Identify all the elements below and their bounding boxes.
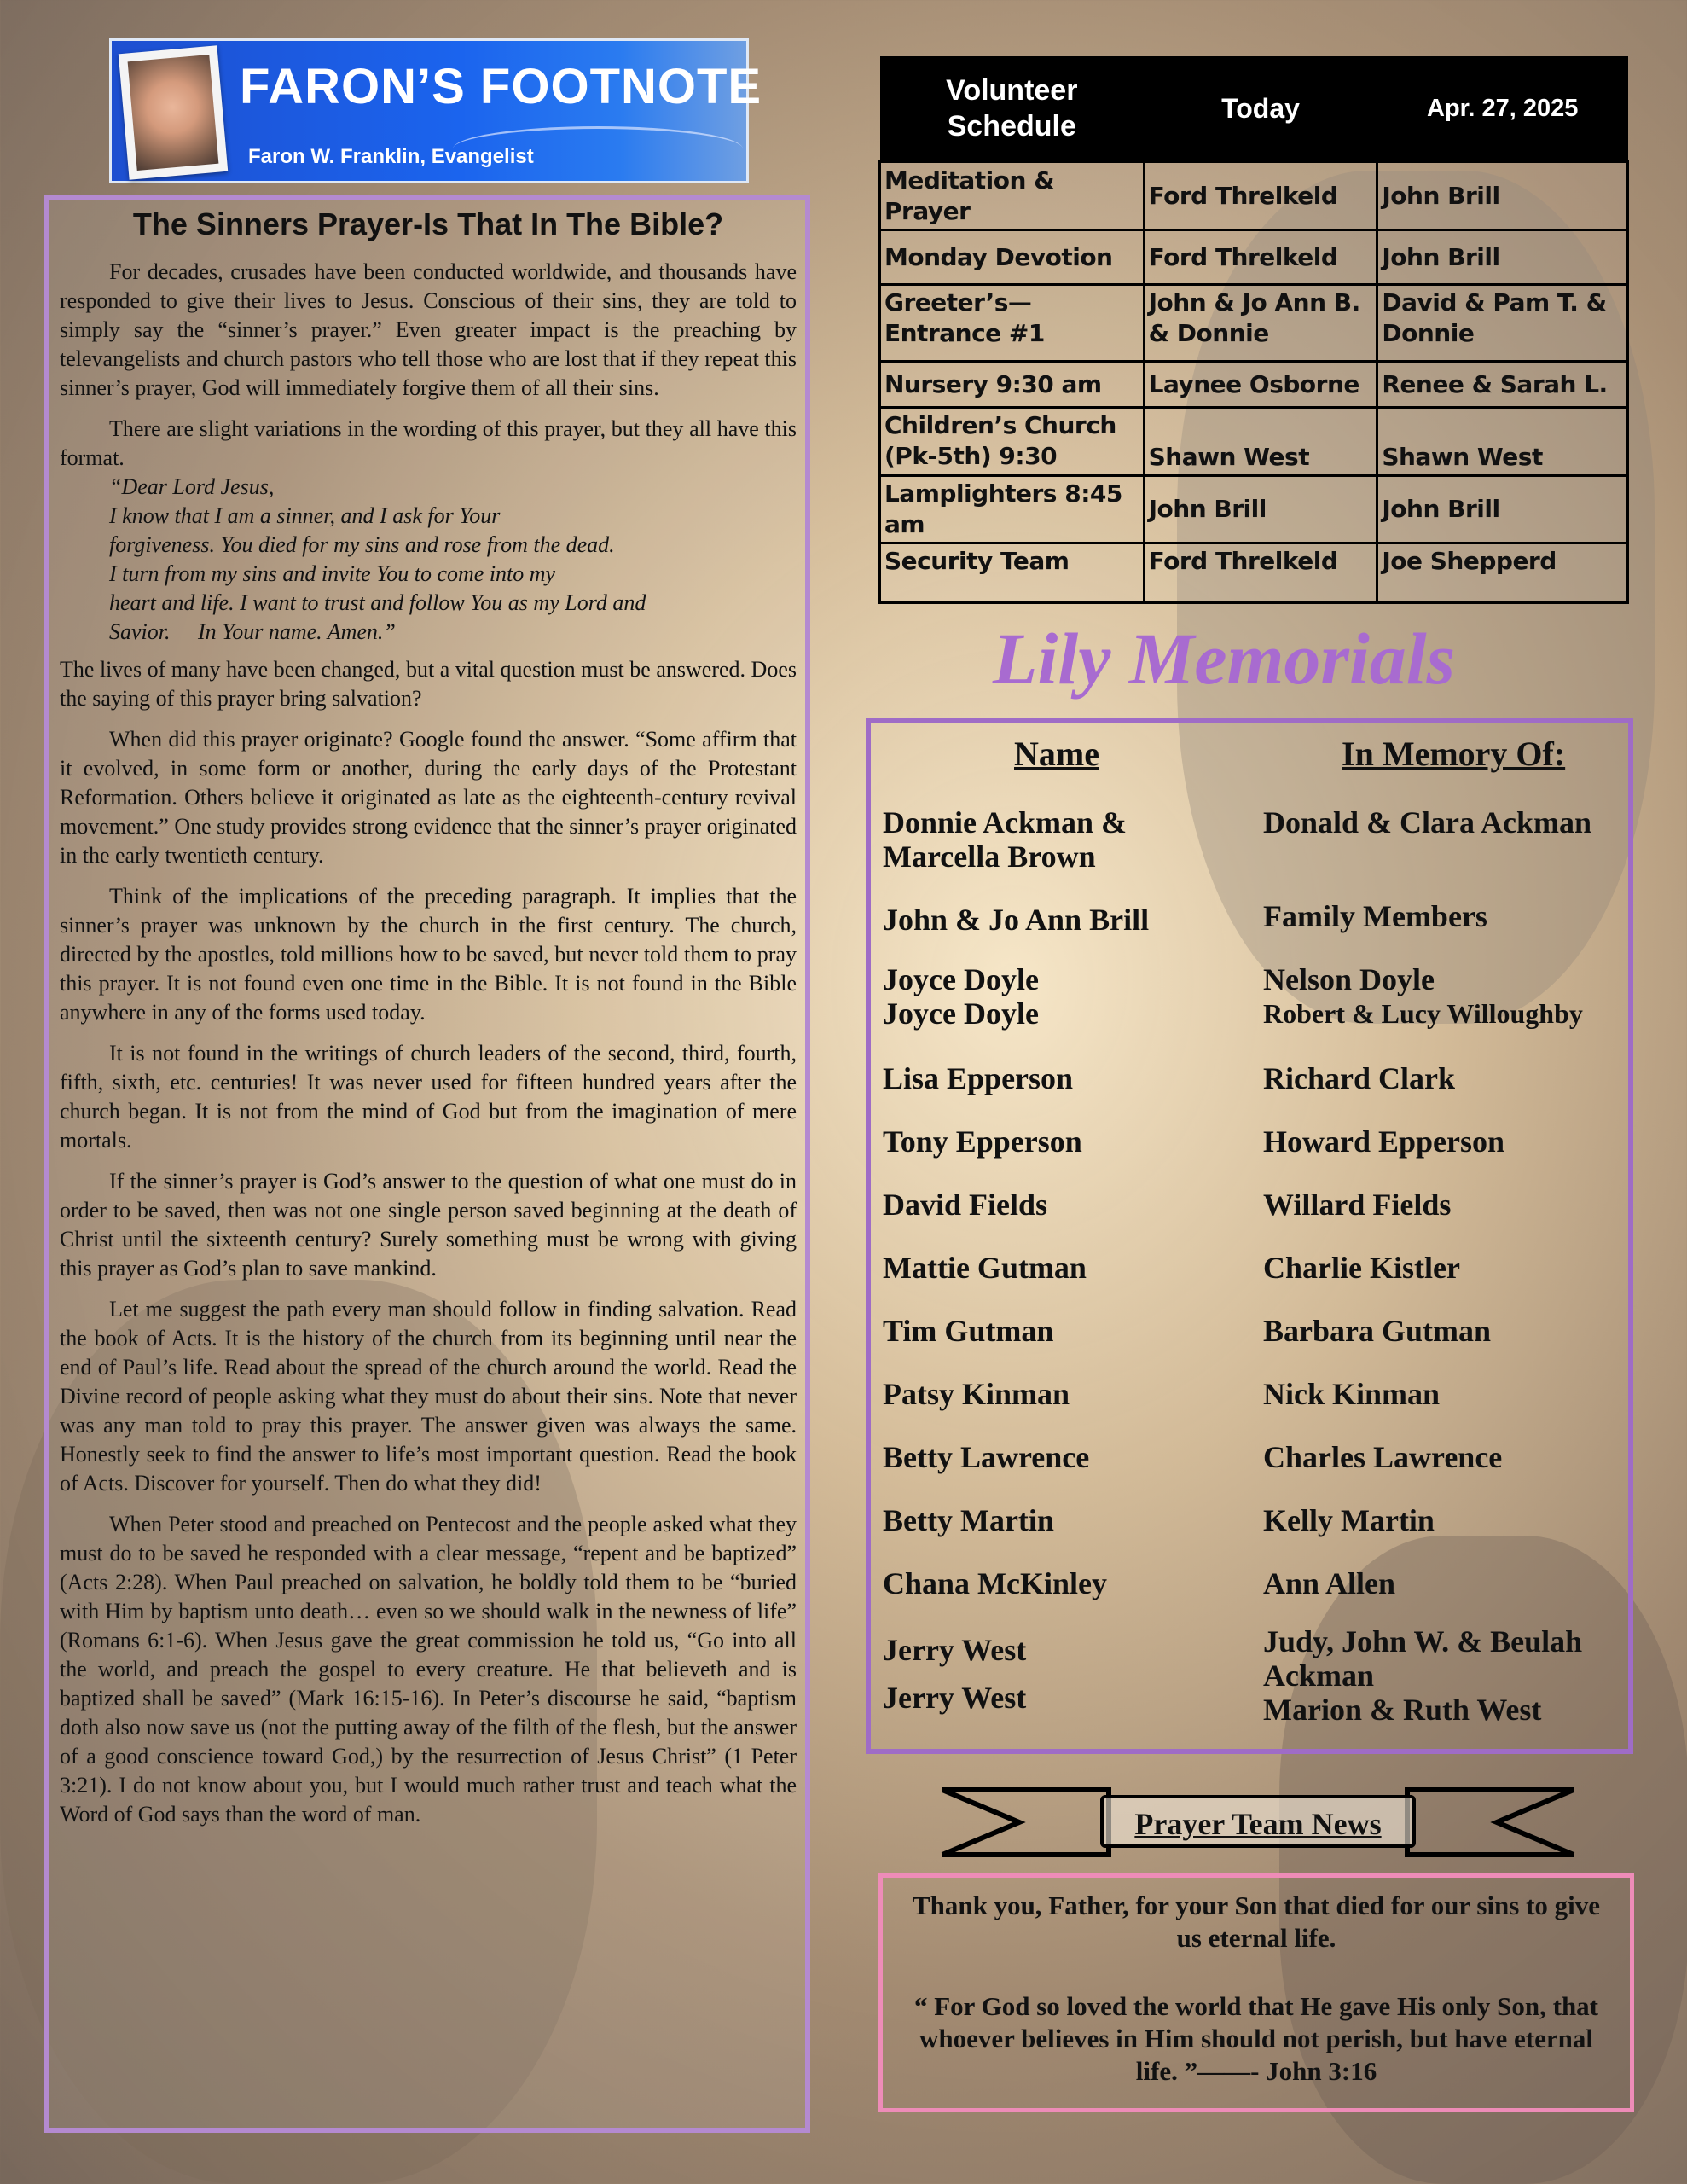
article-paragraph: Think of the implications of the preceding paragraph. It implies that the sinner’s prayer was unknown by the church in the first century. The church, directed by the apostles, told millions how to be saved, but never told them to pray this prayer. It is not found even one time in the Bible. It is not found in the Bible anywhere in any of the forms used today.	[60, 884, 797, 1025]
memorial-name-line: Joyce Doyle	[883, 996, 1039, 1031]
memorial-name: John & Jo Ann Brill	[883, 903, 1150, 937]
schedule-role: Security Team	[880, 543, 1145, 603]
schedule-today: Shawn West	[1144, 408, 1377, 476]
article-paragraph: Let me suggest the path every man should follow in finding salvation. Read the book of Acts. It is the history of the church from its beginning until near the end of Paul’s life. Read about the spread of the church around the world. Read the Divine record of people asking what they must do about their sins. Note that never was any man told to pray this prayer. The answer given was always the same. Honestly seek to find the answer to life’s most important question. Read the book of Acts. Discover for yourself. Then do what they did!	[60, 1297, 797, 1496]
memorial-name	[883, 805, 1127, 874]
memorial-memory: Howard Epperson	[1263, 1124, 1505, 1159]
prayer-quote	[109, 473, 797, 647]
lily-memorials-title: Lily Memorials	[992, 618, 1456, 700]
prayer-team-line: Thank you, Father, for your Son that died for our sins to give us eternal life.	[912, 1891, 1601, 1953]
schedule-today: John & Jo Ann B. & Donnie	[1144, 285, 1377, 362]
schedule-role: Children’s Church (Pk-5th) 9:30	[880, 408, 1145, 476]
prayer-line: I know that I am a sinner, and I ask for Your	[109, 503, 501, 528]
prayer-team-box	[878, 1873, 1634, 2112]
memorial-name-line: Joyce Doyle	[883, 962, 1039, 996]
memorial-memory	[1263, 1624, 1582, 1727]
memorial-memory-line: Marion & Ruth West	[1263, 1693, 1542, 1727]
schedule-header-date: Apr. 27, 2025	[1377, 56, 1628, 162]
schedule-today: Ford Threlkeld	[1144, 543, 1377, 603]
schedule-role: Lamplighters 8:45 am	[880, 476, 1145, 543]
memorial-memory: Barbara Gutman	[1263, 1314, 1492, 1348]
prayer-line: “Dear Lord Jesus,	[109, 474, 275, 499]
prayer-line: Savior. In Your name. Amen.”	[109, 619, 396, 644]
banner-title: FARON’S FOOTNOTE	[240, 59, 762, 114]
article-paragraph: The lives of many have been changed, but a vital question must be answered. Does the saying of this prayer bring salvation?	[60, 657, 797, 711]
memorial-name: Mattie Gutman	[883, 1251, 1087, 1285]
article-paragraph: For decades, crusades have been conducted worldwide, and thousands have responded to give their lives to Jesus. Conscious of their sins, they are told to simply say the “sinner’s prayer.” Even greater impact is the preaching by televangelists and church pastors who tell those who are lost that if they repeat this sinner’s prayer, God will immediately forgive them of all their sins.	[60, 259, 797, 400]
schedule-role: Monday Devotion	[880, 230, 1145, 285]
memorial-name: Betty Martin	[883, 1503, 1054, 1537]
schedule-next: John Brill	[1377, 230, 1628, 285]
schedule-header-today: Today	[1144, 56, 1377, 162]
prayer-line: heart and life. I want to trust and follow You as my Lord and	[109, 590, 646, 615]
schedule-role: Meditation & Prayer	[880, 162, 1145, 230]
memorial-name: Chana McKinley	[883, 1566, 1108, 1600]
memorial-memory-line: Ackman	[1263, 1658, 1375, 1693]
schedule-next: Joe Shepperd	[1377, 543, 1628, 603]
memorial-memory: Charlie Kistler	[1263, 1251, 1460, 1285]
memorial-name: Patsy Kinman	[883, 1377, 1070, 1411]
prayer-line: I turn from my sins and invite You to come into my	[109, 561, 556, 586]
header-banner	[109, 38, 762, 183]
schedule-next: John Brill	[1377, 162, 1628, 230]
schedule-today: Ford Threlkeld	[1144, 162, 1377, 230]
schedule-today: Laynee Osborne	[1144, 362, 1377, 408]
article-paragraph: When did this prayer originate? Google found the answer. “Some affirm that it evolved, in some form or another, during the early days of the Protestant Reformation. Others believe it originated as late as the eighteenth-century revival movement.” One study provides strong evidence that the sinner’s prayer originated in the early twentieth century.	[60, 727, 797, 868]
memorial-header-name: Name	[1014, 735, 1099, 773]
article-paragraph: If the sinner’s prayer is God’s answer to the question of what one must do in order to be saved, then was not one single person saved beginning at the death of Christ until the sixteenth century? Surely something must be wrong with giving this prayer as God’s plan to save mankind.	[60, 1169, 797, 1281]
schedule-role: Nursery 9:30 am	[880, 362, 1145, 408]
article-title: The Sinners Prayer-Is That In The Bible?	[132, 206, 724, 241]
schedule-header-title: Volunteer Schedule	[880, 56, 1145, 162]
schedule-role: Greeter’s— Entrance #1	[880, 285, 1145, 362]
memorial-memory: Family Members	[1263, 899, 1487, 933]
schedule-next: David & Pam T. & Donnie	[1377, 285, 1628, 362]
article-box	[44, 195, 810, 2133]
lily-memorials-box	[866, 718, 1633, 1754]
schedule-today: Ford Threlkeld	[1144, 230, 1377, 285]
memorial-memory: Donald & Clara Ackman	[1263, 805, 1592, 839]
banner-subtitle: Faron W. Franklin, Evangelist	[248, 145, 534, 168]
memorial-name: Tony Epperson	[883, 1124, 1082, 1159]
article-paragraph: When Peter stood and preached on Pentecost and the people asked what they must do to be saved he responded with a clear message, “repent and be baptized” (Acts 2:28). When Paul preached on salvation, he boldly told them to be “buried with Him by baptism unto death… even so we should walk in the newness of life” (Romans 6:1-6). When Jesus gave the great commission he told us, “Go into all the world, and preach the gospel to every creature. He that believeth and is baptized shall be saved” (Mark 16:15-16). In Peter’s discourse he said, “baptism doth also now save us (not the putting away of the filth of the flesh, but the answer of a good conscience toward God,) by the resurrection of Jesus Christ” (1 Peter 3:21). I do not know about you, but I would much rather trust and teach what the Word of God says than the word of man.	[60, 1512, 797, 1827]
prayer-line: forgiveness. You died for my sins and rose from the dead.	[109, 532, 615, 557]
memorial-name: Tim Gutman	[883, 1314, 1054, 1348]
memorial-name-line: Donnie Ackman &	[883, 805, 1128, 839]
memorial-name: Lisa Epperson	[883, 1061, 1074, 1095]
prayer-team-verse: “ For God so loved the world that He gave His only Son, that whoever believes in Him should not perish, but have eternal life. ”——- John 3:16	[913, 1991, 1599, 2086]
memorial-memory: Willard Fields	[1263, 1188, 1452, 1222]
memorial-name	[883, 962, 1039, 1031]
memorial-memory: Ann Allen	[1263, 1566, 1396, 1600]
memorial-memory-line: Judy, John W. & Beulah	[1263, 1624, 1583, 1658]
memorial-name-line: Jerry West	[883, 1681, 1027, 1715]
memorial-name-line: Marcella Brown	[883, 839, 1096, 874]
schedule-today: John Brill	[1144, 476, 1377, 543]
article-paragraph: It is not found in the writings of church leaders of the second, third, fourth, fifth, sixth, etc. centuries! It was never used for fifteen hundred years after the church began. It is not from the mind of God but from the imagination of mere mortals.	[60, 1041, 797, 1153]
memorial-memory: Kelly Martin	[1263, 1503, 1435, 1537]
memorial-memory-line: Nelson Doyle	[1263, 962, 1435, 996]
memorial-memory-line: Robert & Lucy Willoughby	[1263, 998, 1583, 1029]
memorial-name: David Fields	[883, 1188, 1048, 1222]
schedule-next: Renee & Sarah L.	[1377, 362, 1628, 408]
schedule-next: John Brill	[1377, 476, 1628, 543]
memorial-name	[883, 1633, 1026, 1715]
memorial-memory: Charles Lawrence	[1263, 1440, 1503, 1474]
memorial-memory: Nick Kinman	[1263, 1377, 1441, 1411]
prayer-team-title: Prayer Team News	[1100, 1795, 1416, 1848]
memorial-header-memory: In Memory Of:	[1342, 735, 1566, 773]
article-paragraph: There are slight variations in the wording of this prayer, but they all have this format.	[60, 416, 797, 470]
schedule-next: Shawn West	[1377, 408, 1628, 476]
evangelist-photo	[119, 45, 228, 180]
memorial-memory	[1263, 962, 1583, 1031]
memorial-name: Betty Lawrence	[883, 1440, 1090, 1474]
volunteer-schedule-table	[878, 56, 1629, 604]
memorial-name-line: Jerry West	[883, 1633, 1027, 1667]
memorial-memory: Richard Clark	[1263, 1061, 1455, 1095]
